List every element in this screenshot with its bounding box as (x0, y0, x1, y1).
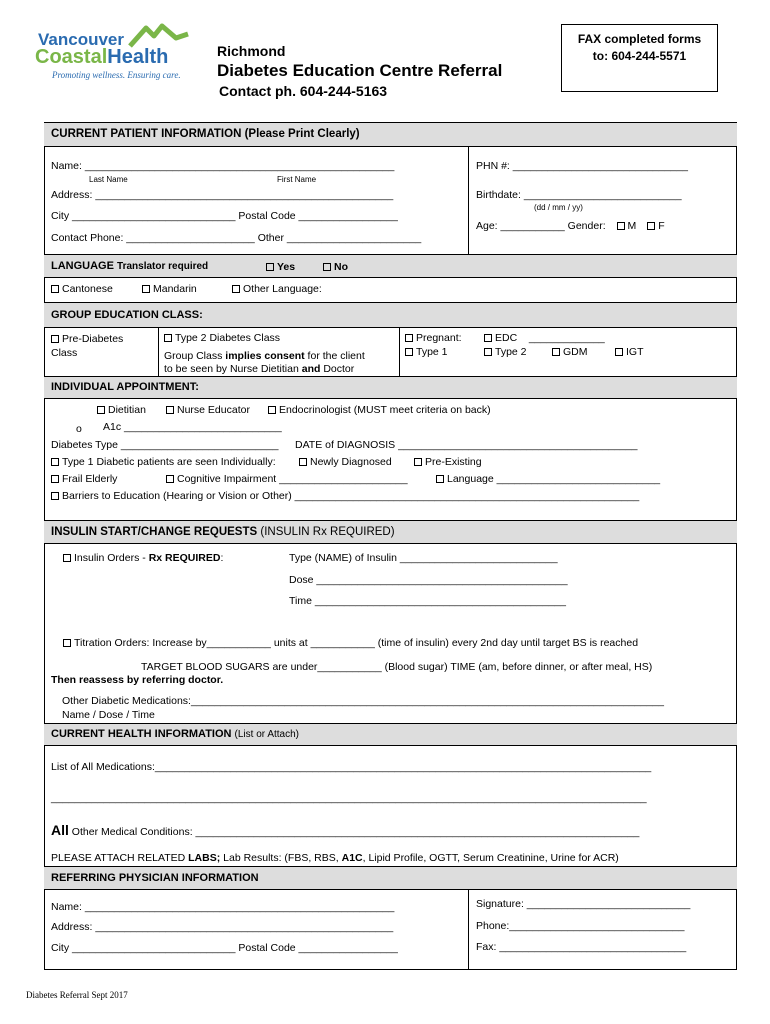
header-location: Richmond (217, 43, 286, 59)
insulin-time-field[interactable]: Time ___________________________________________ (289, 595, 566, 607)
birthdate-field[interactable]: Birthdate: ___________________________ (476, 189, 682, 201)
newly-diagnosed-option[interactable]: Newly Diagnosed (299, 456, 392, 468)
medications-line2[interactable]: ______________________________________________________________________________________________________ (51, 792, 647, 804)
logo-line2: CoastalHealth (35, 46, 169, 68)
language-option[interactable]: Language ____________________________ (436, 473, 660, 485)
physician-phone-field[interactable]: Phone:______________________________ (476, 920, 685, 932)
patient-city-field[interactable]: City ____________________________ Postal Code _________________ (51, 210, 398, 222)
checkbox-icon (323, 263, 331, 271)
insulin-heading: INSULIN START/CHANGE REQUESTS (INSULIN Rx REQUIRED) (51, 526, 395, 538)
patient-name-field[interactable]: Name: _____________________________________________________ (51, 160, 395, 172)
diabetes-type-field[interactable]: Diabetes Type ___________________________ (51, 439, 279, 451)
first-name-label: First Name (277, 175, 317, 184)
prediabetes-option[interactable]: Pre-Diabetes Class (51, 333, 124, 359)
lang-mandarin[interactable]: Mandarin (142, 283, 197, 295)
patient-address-field[interactable]: Address: ___________________________________________________ (51, 189, 394, 201)
fax-box (561, 24, 718, 92)
checkbox-icon (232, 285, 240, 293)
age-field[interactable]: Age: ___________ Gender: (476, 220, 606, 232)
patient-contact-field[interactable]: Contact Phone: ______________________ Other _______________________ (51, 232, 422, 244)
gdm-option[interactable]: GDM (552, 346, 588, 358)
titration-option[interactable]: Titration Orders: Increase by___________ units at ___________ (time of insulin) every 2nd day until target BS is reached (63, 637, 638, 649)
checkbox-icon (615, 348, 623, 356)
health-heading: CURRENT HEALTH INFORMATION (List or Attach) (51, 728, 299, 740)
patient-heading: CURRENT PATIENT INFORMATION (Please Print Clearly) (51, 128, 360, 140)
igt-option[interactable]: IGT (615, 346, 644, 358)
group-divider-1 (158, 328, 159, 376)
target-bs-field[interactable]: TARGET BLOOD SUGARS are under___________ (Blood sugar) TIME (am, before dinner, or after meal, HS) (141, 661, 653, 673)
type1-indiv-option[interactable]: Type 1 Diabetic patients are seen Individually: (51, 456, 276, 468)
type1-option[interactable]: Type 1 (405, 346, 448, 358)
diagnosis-date-field[interactable]: DATE of DIAGNOSIS _________________________________________ (295, 439, 638, 451)
checkbox-icon (142, 285, 150, 293)
checkbox-icon (51, 475, 59, 483)
translator-no[interactable]: No (323, 261, 348, 273)
preexisting-option[interactable]: Pre-Existing (414, 456, 482, 468)
physician-city-field[interactable]: City ____________________________ Postal Code _________________ (51, 942, 398, 954)
physician-heading: REFERRING PHYSICIAN INFORMATION (51, 872, 259, 884)
physician-signature-field[interactable]: Signature: ____________________________ (476, 898, 691, 910)
pregnant-option[interactable]: Pregnant: (405, 332, 462, 344)
fax-line2: to: 604-244-5571 (592, 49, 687, 63)
lang-cantonese[interactable]: Cantonese (51, 283, 113, 295)
checkbox-icon (268, 406, 276, 414)
language-heading: LANGUAGE Translator required (51, 260, 209, 272)
checkbox-icon (97, 406, 105, 414)
fax-line1: FAX completed forms (577, 32, 702, 46)
gender-m[interactable]: M (617, 220, 637, 232)
insulin-orders-option[interactable]: Insulin Orders - Rx REQUIRED: (63, 552, 223, 564)
phn-field[interactable]: PHN #: ______________________________ (476, 160, 688, 172)
age-gender-row (476, 220, 665, 232)
header-contact: Contact ph. 604-244-5163 (219, 83, 388, 99)
gender-f[interactable]: F (647, 220, 664, 232)
individual-heading: INDIVIDUAL APPOINTMENT: (51, 381, 199, 393)
a1c-bullet: o (76, 423, 82, 435)
type2-option[interactable]: Type 2 (484, 346, 527, 358)
checkbox-icon (166, 406, 174, 414)
checkbox-icon (405, 334, 413, 342)
physician-fax-field[interactable]: Fax: ________________________________ (476, 941, 687, 953)
form-frame (44, 122, 737, 970)
other-meds-field[interactable]: Other Diabetic Medications:_________________________________________________________________________________ (62, 695, 664, 707)
medications-field[interactable]: List of All Medications:_____________________________________________________________________________________ (51, 761, 652, 773)
checkbox-icon (647, 222, 655, 230)
reassess-text: Then reassess by referring doctor. (51, 674, 224, 686)
checkbox-icon (51, 492, 59, 500)
consent-text: Group Class implies consent for the client to be seen by Nurse Dietitian and Doctor (164, 350, 365, 375)
other-meds-sub: Name / Dose / Time (62, 709, 155, 721)
last-name-label: Last Name (89, 175, 128, 184)
frail-option[interactable]: Frail Elderly (51, 473, 117, 485)
checkbox-icon (63, 554, 71, 562)
lang-other[interactable]: Other Language: (232, 283, 322, 295)
barriers-option[interactable]: Barriers to Education (Hearing or Vision or Other) ___________________________________________________________ (51, 490, 639, 502)
endo-option[interactable]: Endocrinologist (MUST meet criteria on back) (268, 404, 491, 416)
group-divider-2 (399, 328, 400, 376)
page-title: Diabetes Education Centre Referral (217, 61, 503, 80)
labs-text: PLEASE ATTACH RELATED LABS; Lab Results: (FBS, RBS, A1C, Lipid Profile, OGTT, Serum Creatinine, Urine for ACR) (51, 852, 619, 864)
nurse-option[interactable]: Nurse Educator (166, 404, 250, 416)
cognitive-option[interactable]: Cognitive Impairment ______________________ (166, 473, 408, 485)
group-heading: GROUP EDUCATION CLASS: (51, 309, 203, 321)
footer-text: Diabetes Referral Sept 2017 (26, 990, 128, 1000)
checkbox-icon (299, 458, 307, 466)
checkbox-icon (164, 334, 172, 342)
translator-yes[interactable]: Yes (266, 261, 295, 273)
checkbox-icon (617, 222, 625, 230)
physician-name-field[interactable]: Name: _____________________________________________________ (51, 901, 395, 913)
logo-tagline: Promoting wellness. Ensuring care. (52, 70, 181, 80)
checkbox-icon (63, 639, 71, 647)
checkbox-icon (51, 458, 59, 466)
checkbox-icon (166, 475, 174, 483)
checkbox-icon (405, 348, 413, 356)
dietitian-option[interactable]: Dietitian (97, 404, 146, 416)
edc-field[interactable]: EDC _____________ (484, 332, 605, 344)
patient-divider (468, 147, 469, 254)
a1c-field[interactable]: A1c ___________________________ (103, 421, 282, 433)
insulin-type-field[interactable]: Type (NAME) of Insulin ___________________________ (289, 552, 558, 564)
checkbox-icon (266, 263, 274, 271)
checkbox-icon (552, 348, 560, 356)
checkbox-icon (51, 285, 59, 293)
checkbox-icon (436, 475, 444, 483)
logo-line1: Vancouver (38, 30, 124, 49)
insulin-dose-field[interactable]: Dose ___________________________________________ (289, 574, 568, 586)
type2-class-option[interactable]: Type 2 Diabetes Class (164, 332, 280, 344)
checkbox-icon (51, 335, 59, 343)
checkbox-icon (484, 334, 492, 342)
birthdate-format: (dd / mm / yy) (534, 203, 583, 212)
checkbox-icon (484, 348, 492, 356)
physician-address-field[interactable]: Address: ___________________________________________________ (51, 921, 394, 933)
physician-divider (468, 890, 469, 970)
other-conditions-field[interactable]: All Other Medical Conditions: ____________________________________________________________________________ (51, 822, 640, 838)
checkbox-icon (414, 458, 422, 466)
